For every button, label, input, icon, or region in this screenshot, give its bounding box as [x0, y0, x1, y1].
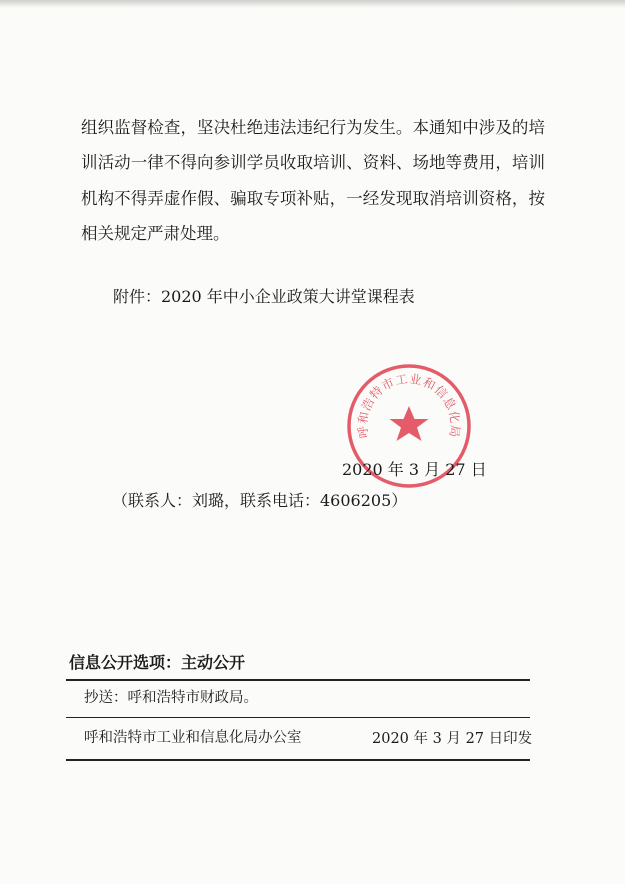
seal-text: 呼和浩特市工业和信息化局	[355, 371, 463, 439]
attachment-line: 附件：2020 年中小企业政策大讲堂课程表	[113, 287, 415, 306]
signature-date: 2020 年 3 月 27 日	[342, 460, 487, 479]
footer-rule-top	[66, 679, 530, 681]
body-line-1: 组织监督检查，坚决杜绝违法违纪行为发生。本通知中涉及的培	[81, 118, 545, 137]
cc-line: 抄送：呼和浩特市财政局。	[84, 690, 258, 706]
seal-star-icon	[390, 406, 429, 441]
body-line-3: 机构不得弄虚作假、骗取专项补贴，一经发现取消培训资格，按	[81, 189, 545, 208]
scan-top-shadow	[0, 0, 625, 8]
footer-rule-middle	[66, 717, 530, 718]
disclosure-option: 信息公开选项：主动公开	[69, 653, 246, 672]
issuer-office: 呼和浩特市工业和信息化局办公室	[84, 730, 302, 746]
print-date: 2020 年 3 月 27 日印发	[372, 731, 533, 747]
body-line-2: 训活动一律不得向参训学员收取培训、资料、场地等费用，培训	[81, 153, 545, 172]
contact-line: （联系人：刘璐，联系电话：4606205）	[112, 491, 408, 510]
footer-rule-bottom	[66, 759, 530, 761]
body-line-4: 相关规定严肃处理。	[81, 224, 230, 243]
